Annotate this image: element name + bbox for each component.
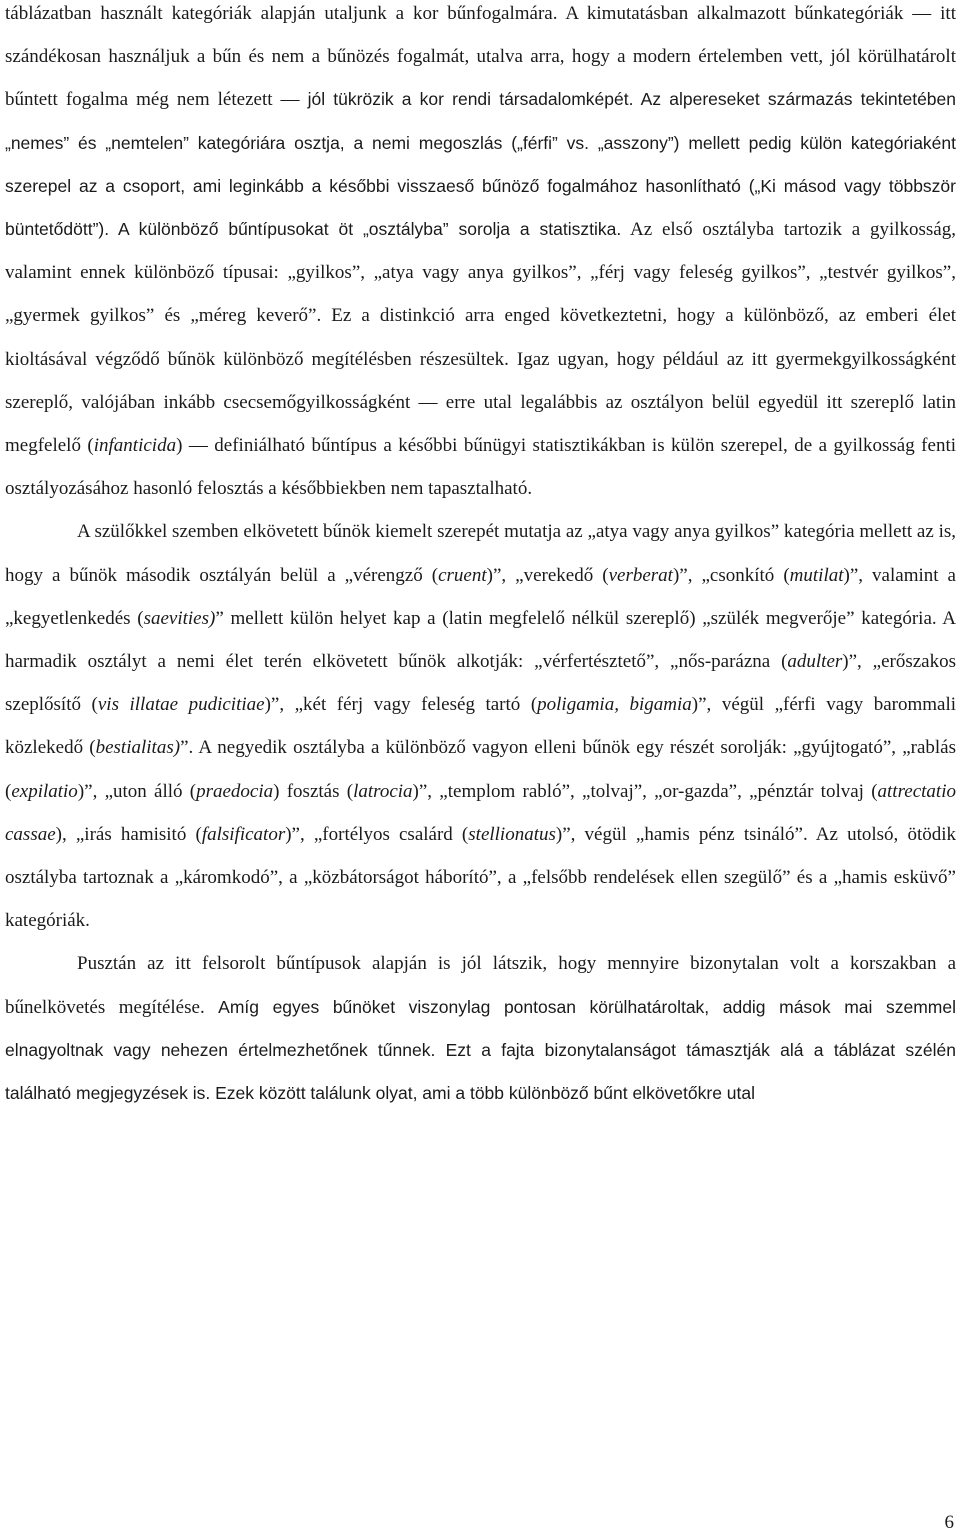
text-segment: )”, „két férj vagy feleség tartó ( [264,694,538,716]
text-segment: )”, „erőszakos szeplősítő ( [5,651,956,716]
text-segment: ) fosztás ( [273,780,354,802]
text-segment: táblázatban használt kategóriák alapján utaljunk a kor bűnfogalmára. A kimutatásban alkalmazott bűnkategóriák — itt szándékosan használjuk a bűn és nem a bűnözés fogalmát, utalva arra, hogy a modern értelemben vett, jól körülhatárolt bűntett fogalma még nem létezett — [5,3,956,111]
text-segment: Pusztán az itt felsorolt bűntípusok alapján is jól látszik, hogy mennyire bizonytalan volt a korszakban a bűnelkövetés megítélése. [5,953,956,1018]
text-segment: infanticida [93,435,177,457]
text-segment: Amíg egyes bűnöket viszonylag pontosan körülhatároltak, addig mások mai szemmel elnagyoltnak vagy nehezen értelmezhetőnek tűnnek. Ezt a fajta bizonytalanságot támasztják alá a táblázat szélén található megjegyzések is. Ezek között találunk olyat, ami a több különböző bűnt elkövetőkre utal [5,996,956,1104]
text-segment: )”, valamint a „kegyetlenkedés ( [5,564,956,629]
text-segment: attrectatio cassae [5,780,956,845]
text-segment: verberat [608,564,673,586]
text-segment: ”. A negyedik osztályba a különböző vagyon elleni bűnök egy részét sorolják: „gyújtogató”, „rablás ( [5,737,956,802]
text-segment: cruent [438,564,487,586]
text-segment: )”, „uton álló ( [77,780,197,802]
text-segment: bestialitas) [95,737,181,759]
text-segment: praedocia [196,780,274,802]
text-segment: )”, „verekedő ( [486,564,609,586]
text-segment: poligamia, bigamia [537,694,692,716]
text-segment: ” mellett külön helyet kap a (latin megfelelő nélkül szereplő) „szülék megverője” kategória. A harmadik osztályt a nemi élet terén elkövetett bűnök alkotják: „vérfertésztető”, „nős-parázna ( [5,607,956,673]
paragraph-2 [5,510,956,942]
text-segment: expilatio [11,780,78,802]
text-segment: stellionatus [468,823,556,845]
text-segment: A szülőkkel szemben elkövetett bűnök kiemelt szerepét mutatja az „atya vagy anya gyilkos” kategória mellett az is, hogy a bűnök második osztályán belül a „vérengző ( [5,521,956,586]
paragraph-1 [5,0,956,510]
document-page [5,0,956,1115]
text-segment: )”, „csonkító ( [672,564,790,586]
text-segment: ), „irás hamisitó ( [55,823,202,845]
text-segment: )”, végül „hamis pénz tsináló”. Az utolsó, ötödik osztályba tartoznak a „káromkodó”, a „közbátorságot háborító”, a „felsőbb rendelések ellen szegülő” és a „hamis esküvő” kategóriák. [5,823,957,932]
text-segment: )”, végül „férfi vagy barommali közlekedő ( [5,694,956,759]
text-segment: jól tükrözik a kor rendi társadalomképét. Az alpereseket származás tekintetében „nemes” és „nemtelen” kategóriára osztja, a nemi megoszlás („férfi” vs. „asszony”) mellett pedig külön kategóriaként szerepel az a csoport, ami leginkább a későbbi visszaeső bűnöző fogalmához hasonlítható („Ki másod vagy többször büntetődött”). A különböző bűntípusokat öt „osztályba” sorolja a statisztika. [5,89,956,240]
text-segment: )”, „fortélyos csalárd ( [285,823,469,845]
text-segment: vis illatae pudicitiae [97,694,265,716]
text-segment: mutilat [789,564,844,586]
text-segment: falsificator [201,823,286,845]
page-number: 6 [944,1512,954,1533]
text-segment: adulter [787,651,843,673]
text-segment: latrocia [353,780,413,802]
paragraph-3 [5,942,956,1115]
text-segment: Az első osztályba tartozik a gyilkosság, valamint ennek különböző típusai: „gyilkos”, „atya vagy anya gyilkos”, „férj vagy feleség gyilkos”, „testvér gyilkos”, „gyermek gyilkos” és „méreg keverő”. Ez a distinkció arra enged következtetni, hogy a különböző, az emberi élet kioltásával végződő bűnök különböző megítélésben részesültek. Igaz ugyan, hogy például az itt gyermekgyilkosságként szereplő, valójában inkább csecsemőgyilkosságként — erre utal legalábbis az osztályon belül egyedül itt szereplő latin megfelelő ( [5,219,956,457]
text-segment: )”, „templom rabló”, „tolvaj”, „or-gazda”, „pénztár tolvaj ( [412,780,878,802]
text-segment: saevities) [143,607,216,629]
text-segment: ) — definiálható bűntípus a későbbi bűnügyi statisztikákban is külön szerepel, de a gyilkosság fenti osztályozásához hasonló felosztás a későbbiekben nem tapasztalható. [5,435,956,500]
